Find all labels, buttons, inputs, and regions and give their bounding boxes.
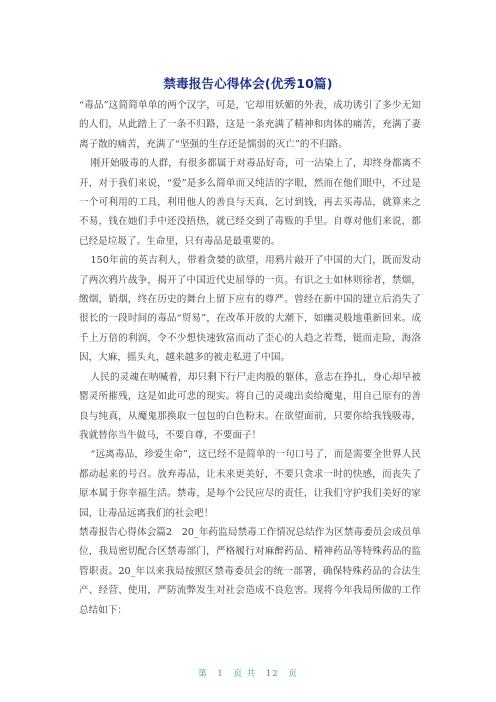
footer-middle: 页 共 <box>233 669 257 679</box>
document-title: 禁毒报告心得体会(优秀10篇) <box>163 76 333 91</box>
footer-suffix: 页 <box>288 669 298 679</box>
page-footer <box>0 667 496 679</box>
paragraph-4: 人民的灵魂在呐喊着，却只剩下行尸走肉般的躯体，意志在挣扎，身心却早被罂灵所摧残，这是如此可悲的现实。将自己的灵魂出卖给魔鬼，用自己原有的善良与纯真，从魔鬼那换取一包包的白色粉末。在欲望面前，只要你给我钱吸毒，我就替你当牛做马，不要自尊，不要面子！ <box>79 371 421 441</box>
paragraph-6: 禁毒报告心得体会篇2 20_年药监局禁毒工作情况总结作为区禁毒委员会成员单位，我局密切配合区禁毒部门，严格履行对麻醉药品、精神药品等特殊药品的监管职责。20_年以来我局按照区禁毒委员会的统一部署，确保特殊药品的合法生产、经营、使用，严防流弊发生对社会造成不良危害。现将今年我局所做的工作总结如下： <box>79 526 421 616</box>
document-body <box>79 96 421 620</box>
paragraph-3: 150年前的英吉利人，带着贪婪的欲望，用鸦片敲开了中国的大门，既而发动了两次鸦片战争，揭开了中国近代史屈辱的一页。有识之士如林则徐者，禁烟，缴烟，销烟，终在历史的舞台上留下应有的尊严。曾经在新中国的建立后消失了很长的一段时间的毒品“贸易”，在改革开放的大潮下，如幽灵般地重新回来。成千上万倍的利润，令不少想快速致富而动了歪心的人趋之若骛，铤而走险，海洛因，大麻，摇头丸，越来越多的被走私进了中国。 <box>79 255 421 364</box>
paragraph-5: “远离毒品，珍爱生命”，这已经不是简单的一句口号了，而是需要全世界人民都动起来的号召。放弃毒品，让未来更美好，不要只贪求一时的快感，而丧失了原本属于你幸福生活。禁毒，是每个公民应尽的责任，让我们守护我们美好的家园，让毒品远离我们的社会吧！ <box>79 449 421 519</box>
paragraph-1: “毒品”这简简单单的两个汉字，可是，它却用妖媚的外表，成功诱引了多少无知的人们，从此踏上了一条不归路，这是一条充满了精神和肉体的痛苦，充满了妻离子散的痛苦，充满了“坚强的生存还是懦弱的灭亡”的不归路。 <box>79 100 421 150</box>
paragraph-2: 刚开始吸毒的人群，有很多都属于对毒品好奇，可一沾染上了，却终身都离不开，对于我们来说，“爱”是多么简单而又纯洁的字眼，然而在他们眼中，不过是一个可利用的工具，利用他人的善良与天真，乞讨到钱，再去买毒品，就算来之不易，钱在她们手中还没捂热，就已经交到了毒贩的手里。自尊对他们来说，都已经是垃圾了。生命里，只有毒品是最重要的。 <box>79 158 421 247</box>
footer-total-pages: 12 <box>265 669 279 679</box>
footer-prefix: 第 <box>198 669 208 679</box>
footer-current-page: 1 <box>217 669 224 679</box>
